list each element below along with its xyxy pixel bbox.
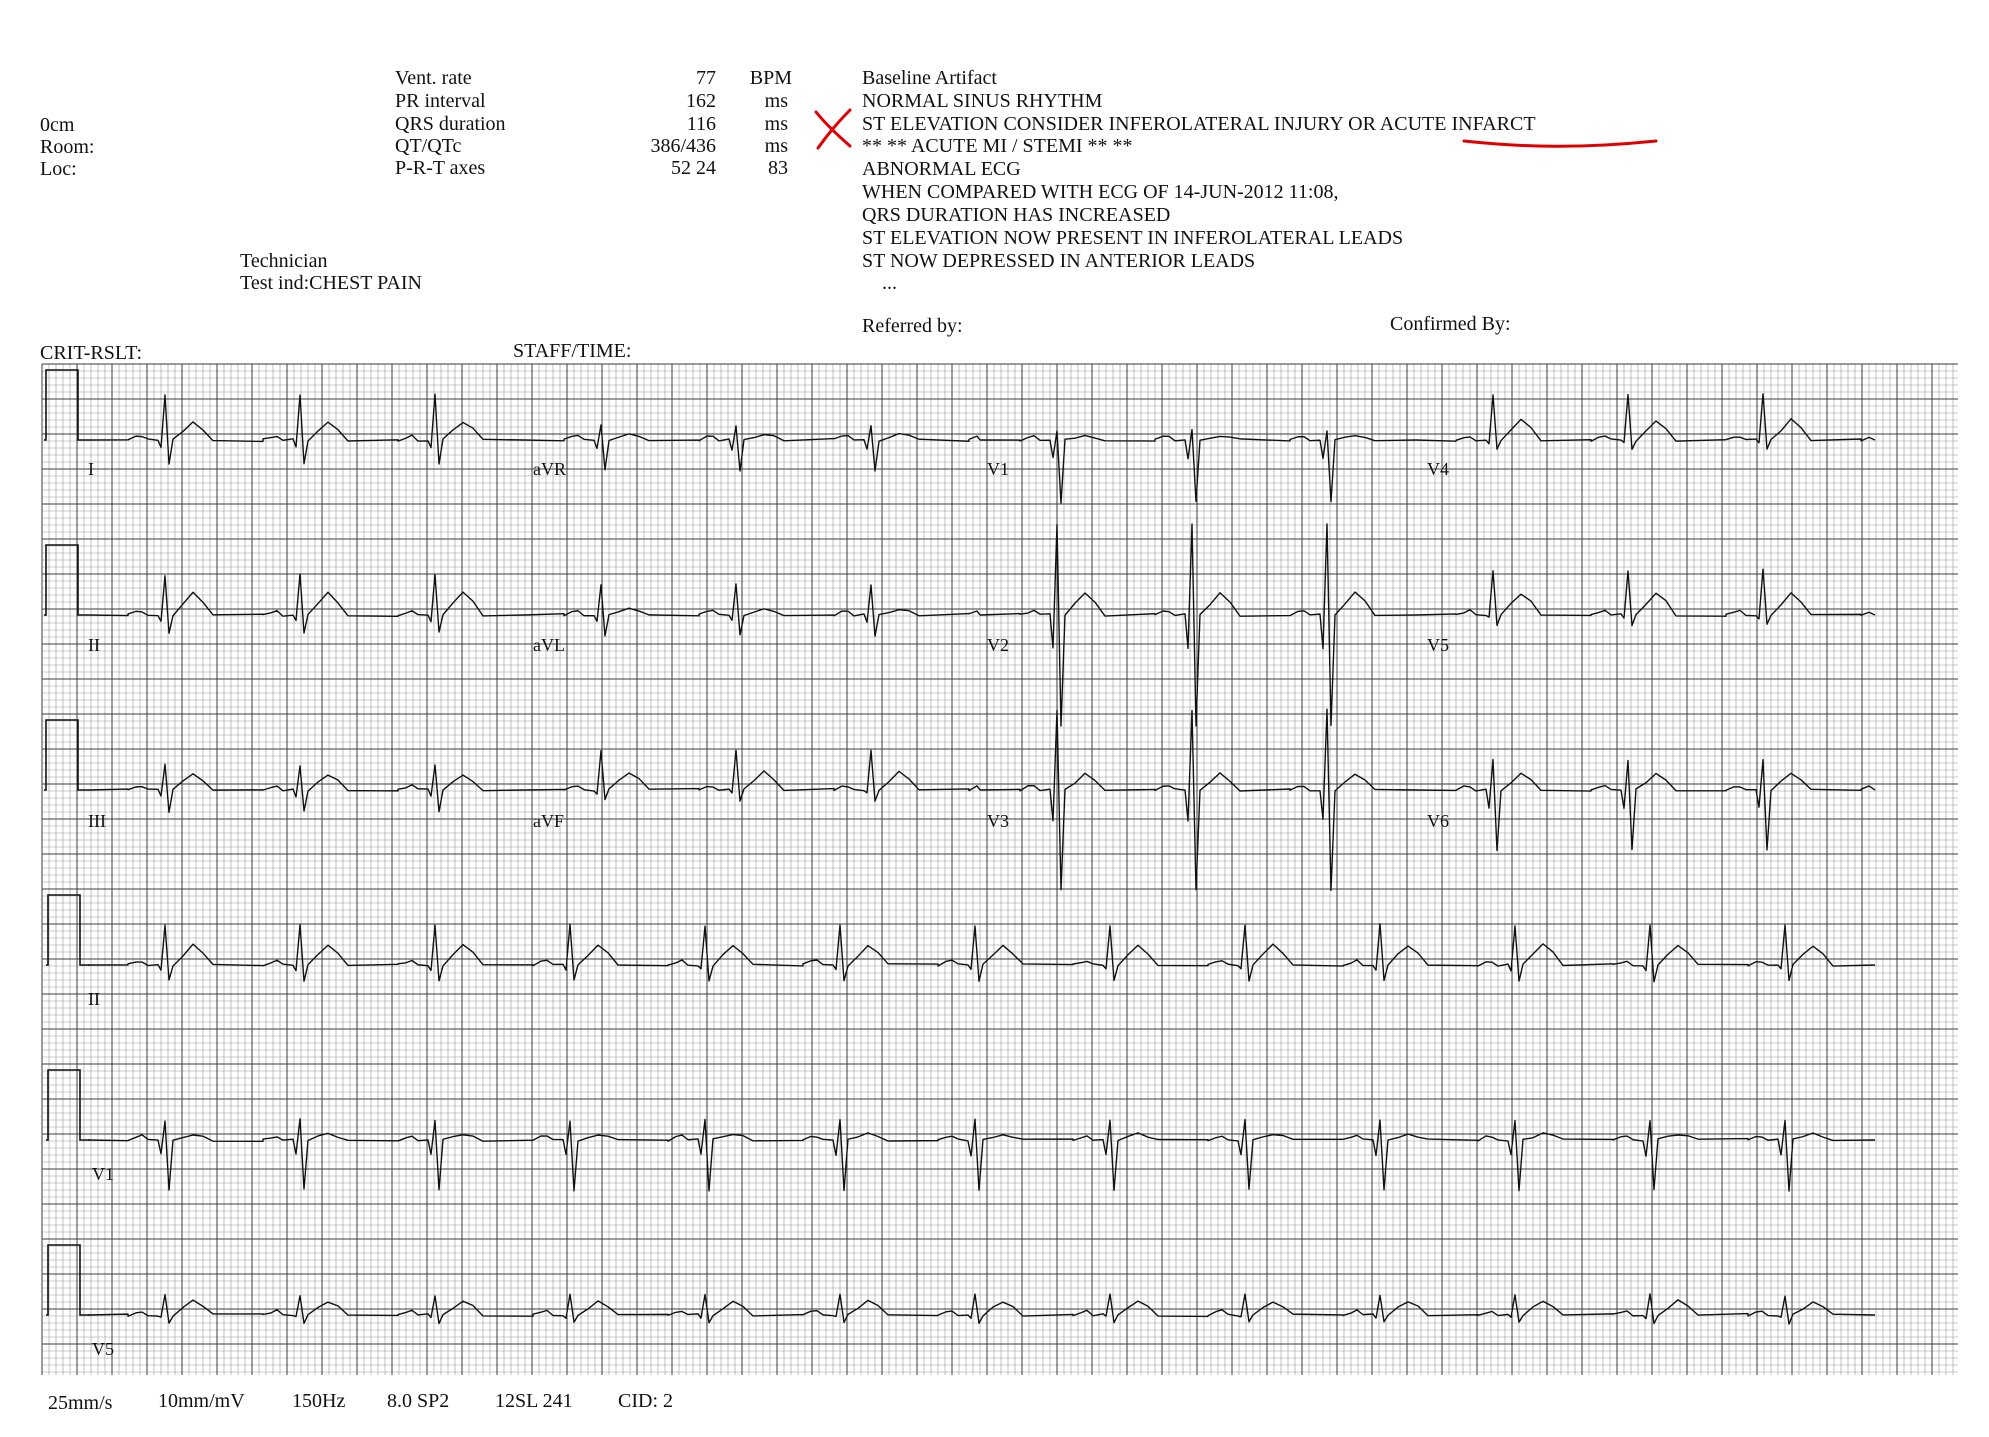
- interpretation-line: ST ELEVATION CONSIDER INFEROLATERAL INJURY OR ACUTE INFARCT: [862, 113, 1536, 135]
- interpretation-line: ST NOW DEPRESSED IN ANTERIOR LEADS: [862, 250, 1256, 272]
- measurement-label: P-R-T axes: [395, 157, 486, 179]
- lead-label: V2: [987, 635, 1009, 655]
- patient-room: Room:: [40, 136, 95, 158]
- cross-mark-icon: [810, 104, 860, 154]
- measurement-value: 116: [686, 113, 716, 135]
- calibration-pulse: [44, 545, 88, 615]
- grid-minor: [42, 364, 1958, 1375]
- calibration-pulse: [44, 370, 88, 440]
- measurement-value: 162: [686, 90, 716, 112]
- lead-label: V3: [987, 811, 1009, 831]
- lead-label: V5: [92, 1339, 114, 1359]
- measurement-value: 52 24: [671, 157, 716, 179]
- staff-time-label: STAFF/TIME:: [513, 340, 632, 362]
- calibration-pulse: [46, 895, 90, 965]
- measurement-unit: BPM: [749, 67, 792, 89]
- lead-label: III: [88, 811, 106, 831]
- measurement-unit: ms: [764, 90, 788, 112]
- measurement-unit: 83: [768, 157, 788, 179]
- interpretation-line: ** ** ACUTE MI / STEMI ** **: [862, 135, 1133, 157]
- lead-label: aVF: [533, 811, 564, 831]
- ecg-trace: [980, 524, 1416, 726]
- interpretation-line: NORMAL SINUS RHYTHM: [862, 90, 1103, 112]
- measurement-label: QRS duration: [395, 113, 506, 135]
- measurement-label: PR interval: [395, 90, 486, 112]
- measurement-label: Vent. rate: [395, 67, 472, 89]
- calibration-pulse: [46, 1245, 90, 1315]
- ecg-trace: [524, 750, 980, 801]
- patient-height: 0cm: [40, 114, 75, 136]
- calibration-pulse: [44, 720, 88, 790]
- technician-label: Technician: [240, 250, 328, 272]
- lead-label: aVR: [533, 459, 566, 479]
- paper-speed: 25mm/s: [48, 1392, 113, 1414]
- ecg-trace: [88, 394, 524, 464]
- lead-label: aVL: [533, 635, 565, 655]
- filter: 150Hz: [292, 1390, 346, 1412]
- calibration-pulse: [46, 1070, 90, 1140]
- lead-label: V1: [92, 1164, 114, 1184]
- ecg-trace: [980, 430, 1416, 503]
- interpretation-line: ...: [882, 272, 897, 294]
- lead-label: I: [88, 459, 94, 479]
- measurement-unit: ms: [764, 113, 788, 135]
- lead-label: V6: [1427, 811, 1449, 831]
- lead-label: V4: [1427, 459, 1449, 479]
- referred-by-label: Referred by:: [862, 315, 963, 337]
- gain: 10mm/mV: [158, 1390, 245, 1412]
- interpretation-line: Baseline Artifact: [862, 67, 997, 89]
- interpretation-line: QRS DURATION HAS INCREASED: [862, 204, 1171, 226]
- cid: CID: 2: [618, 1390, 673, 1412]
- measurement-value: 77: [696, 67, 716, 89]
- grid-major: [42, 364, 1958, 1375]
- device-id: 12SL 241: [495, 1390, 573, 1412]
- interpretation-line: ST ELEVATION NOW PRESENT IN INFEROLATERAL LEADS: [862, 227, 1404, 249]
- crit-rslt-label: CRIT-RSLT:: [40, 342, 143, 364]
- lead-label: II: [88, 989, 100, 1009]
- underline-mark: [1460, 135, 1660, 155]
- software-version: 8.0 SP2: [387, 1390, 450, 1412]
- lead-label: II: [88, 635, 100, 655]
- confirmed-by-label: Confirmed By:: [1390, 313, 1511, 335]
- measurement-value: 386/436: [650, 135, 716, 157]
- interpretation-line: WHEN COMPARED WITH ECG OF 14-JUN-2012 11:08,: [862, 181, 1339, 203]
- patient-loc: Loc:: [40, 158, 77, 180]
- ecg-trace: [88, 574, 524, 633]
- measurement-unit: ms: [764, 135, 788, 157]
- test-indication: Test ind:CHEST PAIN: [240, 272, 422, 294]
- ecg-trace: [980, 709, 1416, 890]
- lead-label: V1: [987, 459, 1009, 479]
- ecg-trace: [524, 584, 980, 636]
- measurement-label: QT/QTc: [395, 135, 462, 157]
- interpretation-line: ABNORMAL ECG: [862, 158, 1021, 180]
- lead-label: V5: [1427, 635, 1449, 655]
